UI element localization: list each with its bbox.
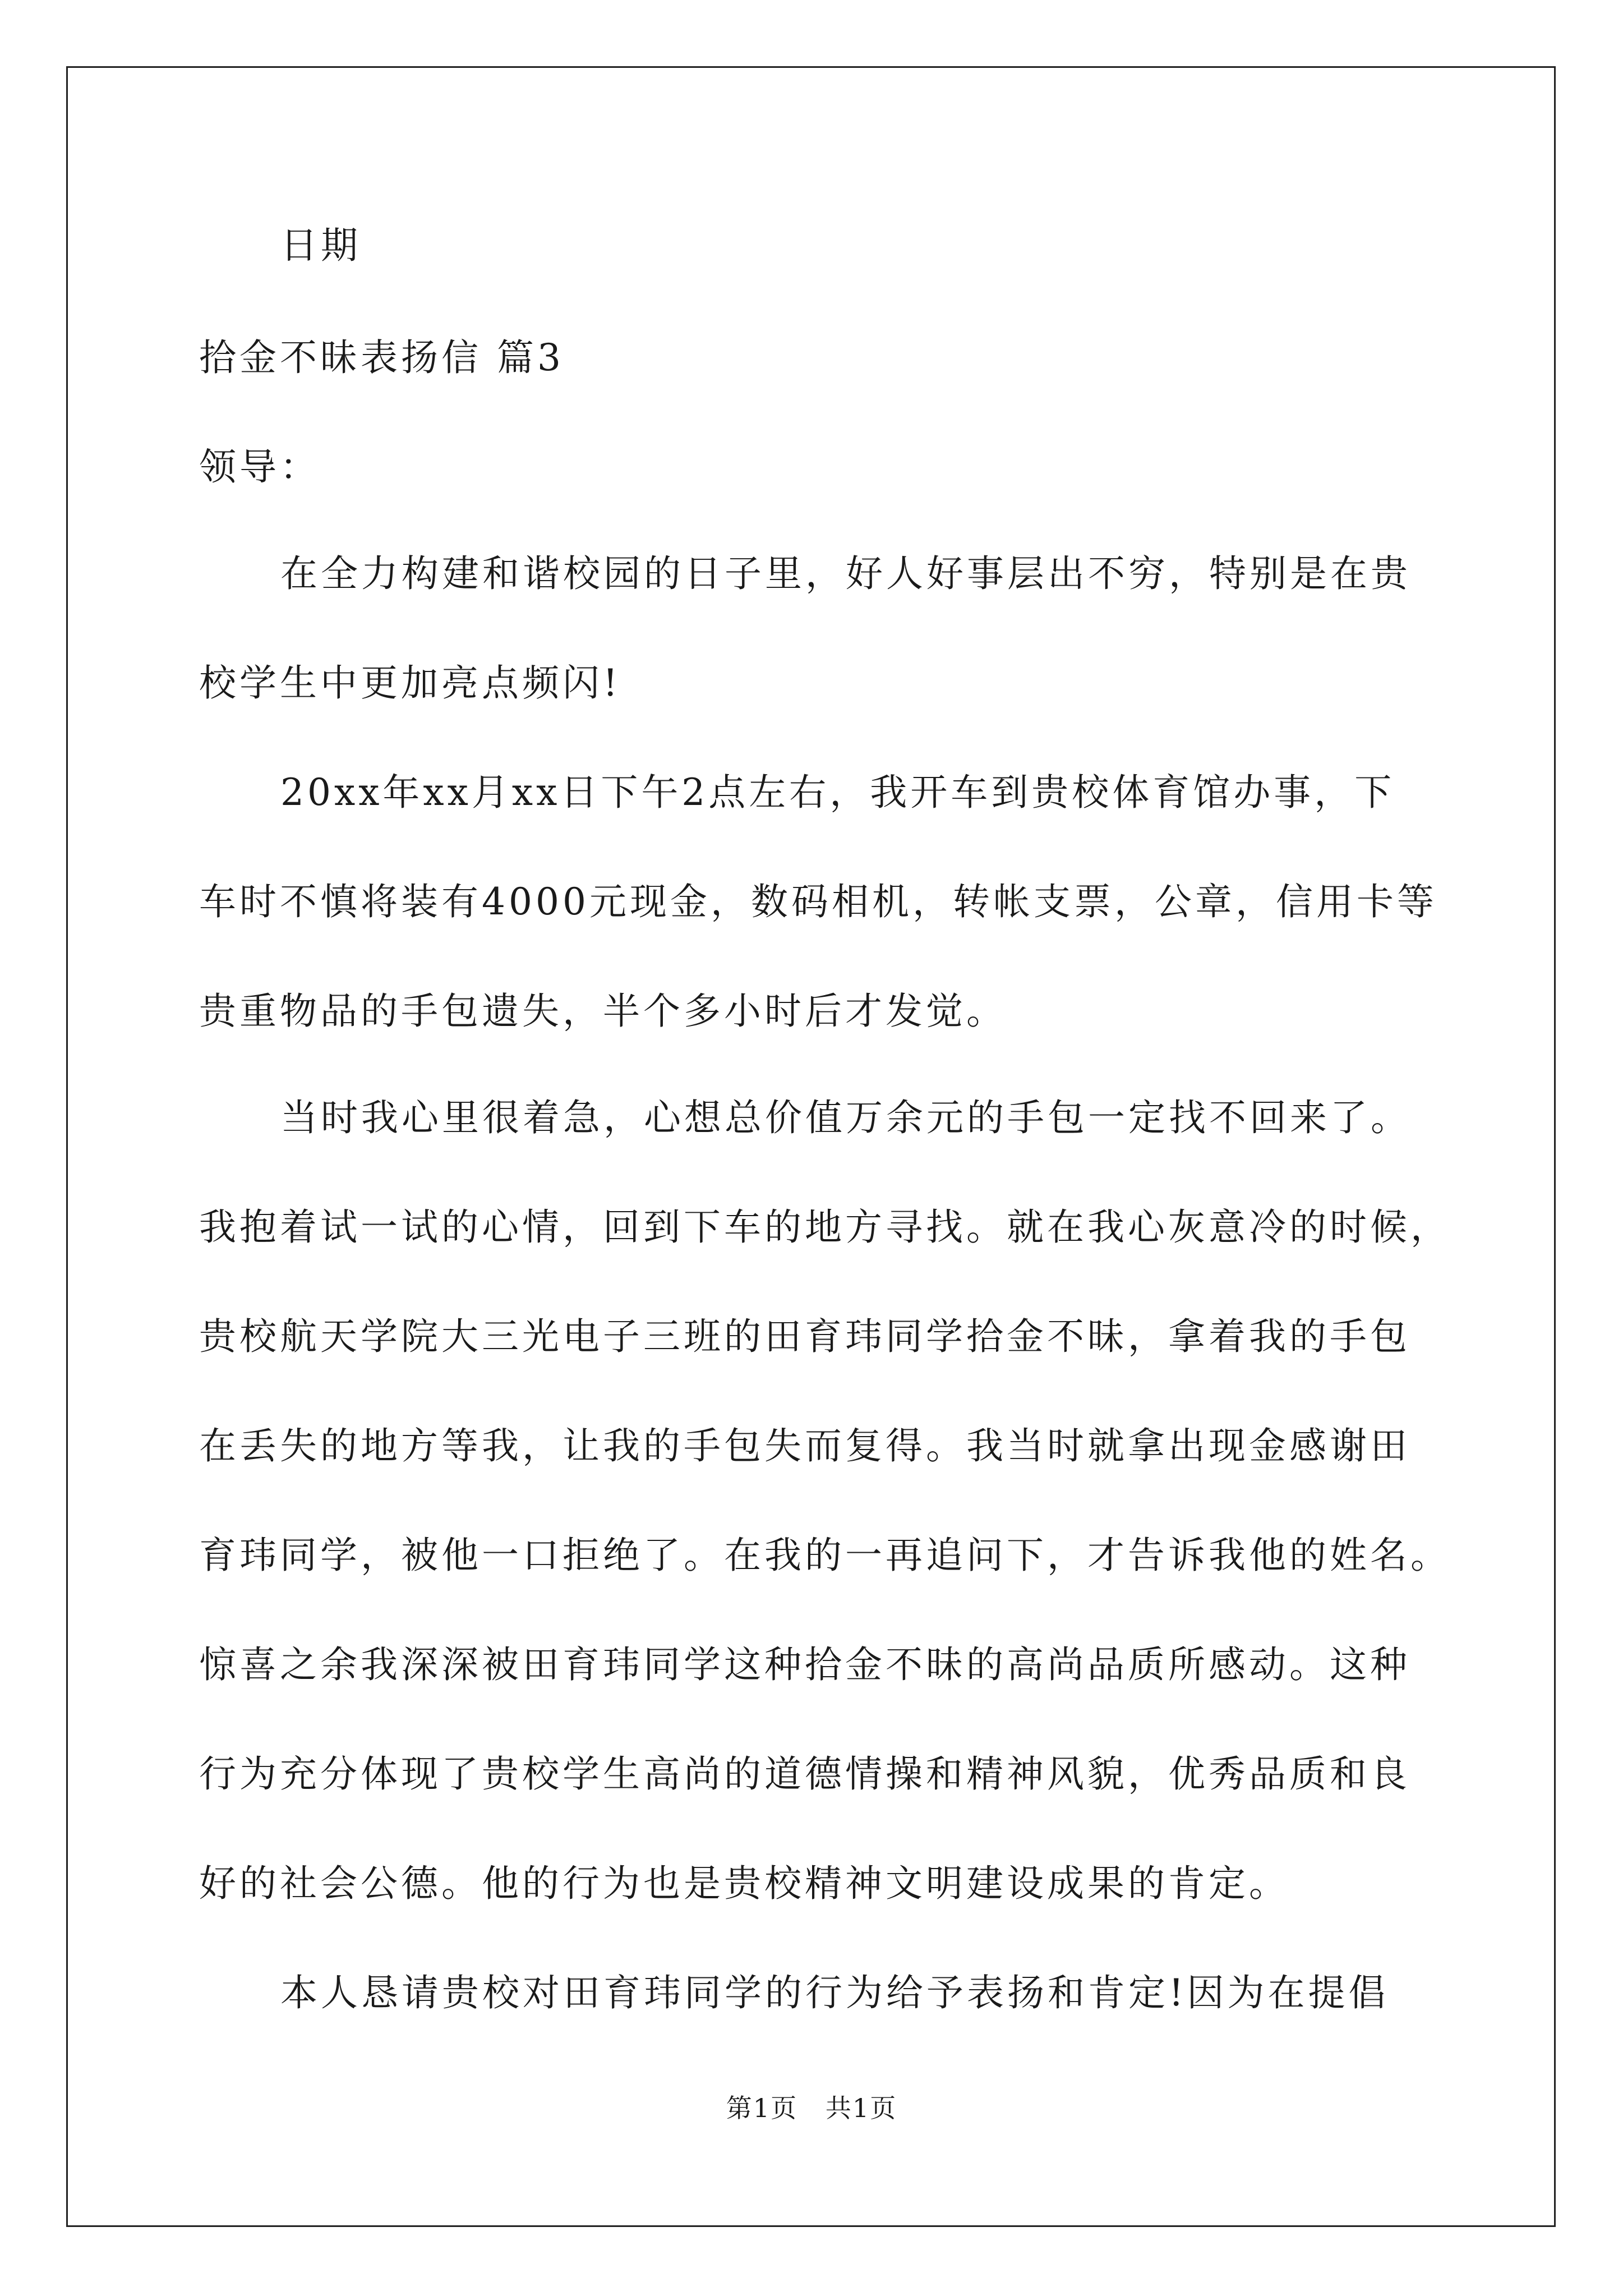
paragraph-3-line-2: 我抱着试一试的心情，回到下车的地方寻找。就在我心灰意冷的时候， xyxy=(199,1205,1451,1249)
paragraph-2-line-3: 贵重物品的手包遗失，半个多小时后才发觉。 xyxy=(199,990,1007,1033)
paragraph-4-line-1: 本人恳请贵校对田育玮同学的行为给予表扬和肯定!因为在提倡 xyxy=(280,1971,1389,2014)
paragraph-3-line-8: 好的社会公德。他的行为也是贵校精神文明建设成果的肯定。 xyxy=(199,1862,1289,1905)
paragraph-3-line-6: 惊喜之余我深深被田育玮同学这种拾金不昧的高尚品质所感动。这种 xyxy=(199,1643,1410,1686)
date-label: 日期 xyxy=(280,224,361,267)
paragraph-1-line-2: 校学生中更加亮点频闪! xyxy=(199,661,621,705)
paragraph-3-line-7: 行为充分体现了贵校学生高尚的道德情操和精神风貌，优秀品质和良 xyxy=(199,1752,1410,1796)
letter-title: 拾金不昧表扬信 篇3 xyxy=(199,336,564,379)
paragraph-1-line-1: 在全力构建和谐校园的日子里，好人好事层出不穷，特别是在贵 xyxy=(280,552,1411,595)
paragraph-3-line-5: 育玮同学，被他一口拒绝了。在我的一再追问下，才告诉我他的姓名。 xyxy=(199,1534,1451,1577)
paragraph-2-line-2: 车时不慎将装有4000元现金，数码相机，转帐支票，公章，信用卡等 xyxy=(199,880,1437,923)
paragraph-3-line-4: 在丢失的地方等我，让我的手包失而复得。我当时就拿出现金感谢田 xyxy=(199,1424,1410,1467)
paragraph-3-line-3: 贵校航天学院大三光电子三班的田育玮同学拾金不昧，拿着我的手包 xyxy=(199,1315,1410,1358)
paragraph-3-line-1: 当时我心里很着急，心想总价值万余元的手包一定找不回来了。 xyxy=(280,1096,1411,1139)
salutation: 领导： xyxy=(199,445,320,489)
page-footer: 第1页 共1页 xyxy=(726,2093,897,2123)
paragraph-2-line-1: 20xx年xx月xx日下午2点左右，我开车到贵校体育馆办事，下 xyxy=(280,771,1395,814)
